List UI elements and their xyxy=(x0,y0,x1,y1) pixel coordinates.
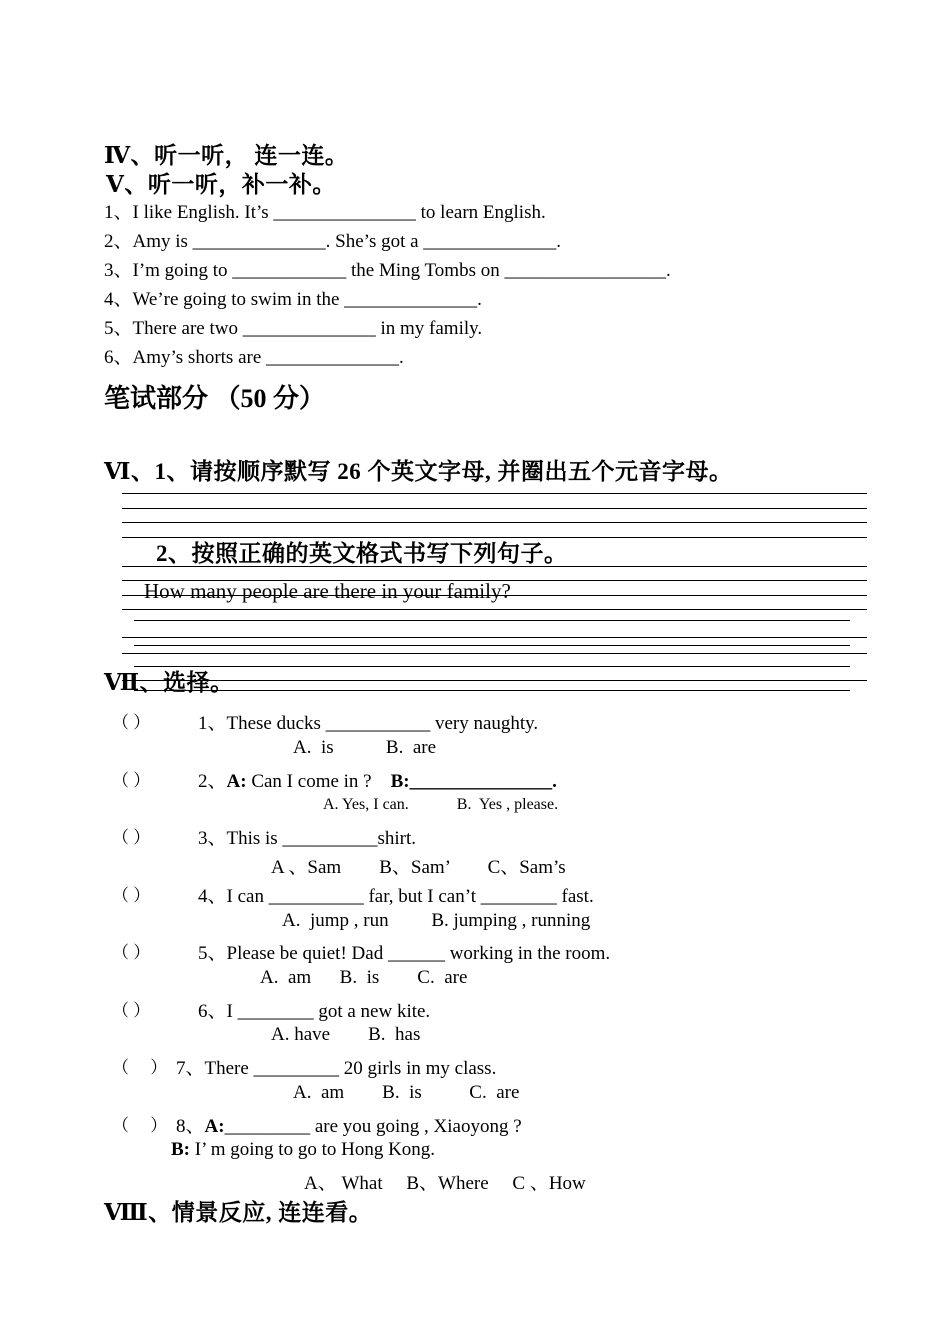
sentence-to-copy: How many people are there in your family? xyxy=(144,579,511,603)
question-8-number: 8、 xyxy=(176,1116,205,1137)
listen-item-4: 4、We’re going to swim in the ______________. xyxy=(104,289,482,310)
question-7-options: A. am B. is C. are xyxy=(293,1082,520,1103)
question-1-stem: 1、These ducks ___________ very naughty. xyxy=(198,713,539,734)
question-8-a-label: A: xyxy=(204,1116,225,1137)
question-8-options: A、 What B、Where C 、How xyxy=(304,1173,586,1194)
question-3-options: A 、Sam B、Sam’ C、Sam’s xyxy=(271,857,566,878)
section-8-heading: Ⅷ、情景反应, 连连看。 xyxy=(104,1200,373,1225)
question-4-options: A. jump , run B. jumping , running xyxy=(282,910,591,931)
question-3-stem: 3、This is __________shirt. xyxy=(198,828,416,849)
question-5-stem: 5、Please be quiet! Dad ______ working in the room. xyxy=(198,943,611,964)
section-6-question-1: Ⅵ、1、请按顺序默写 26 个英文字母, 并圈出五个元音字母。 xyxy=(104,459,733,484)
answer-blank-4[interactable]: （ ） xyxy=(112,886,151,905)
question-4-stem: 4、I can __________ far, but I can’t ________ fast. xyxy=(198,886,594,907)
question-2-a-text: Can I come in ? xyxy=(246,771,391,792)
question-6-stem: 6、I ________ got a new kite. xyxy=(198,1001,431,1022)
listen-item-5: 5、There are two ______________ in my family. xyxy=(104,318,483,339)
answer-blank-2[interactable]: （ ） xyxy=(112,771,151,790)
listen-item-6: 6、Amy’s shorts are ______________. xyxy=(104,347,404,368)
section-5-heading: Ⅴ、听一听，补一补。 xyxy=(106,172,336,197)
question-2-options: A. Yes, I can. B. Yes , please. xyxy=(323,796,559,813)
question-2-b-label: B:_______________. xyxy=(390,771,557,792)
question-7-stem: 7、There _________ 20 girls in my class. xyxy=(176,1058,497,1079)
question-8-stem xyxy=(176,1111,522,1138)
question-8-a-text: _________ are you going , Xiaoyong ? xyxy=(224,1116,522,1137)
section-7-heading: Ⅶ、选择。 xyxy=(104,670,234,695)
section-6-question-2: 2、按照正确的英文格式书写下列句子。 xyxy=(156,541,568,566)
question-1-options: A. is B. are xyxy=(293,737,437,758)
question-8-b-text: I’ m going to go to Hong Kong. xyxy=(190,1139,436,1160)
question-6-options: A. have B. has xyxy=(271,1024,421,1045)
listen-item-3: 3、I’m going to ____________ the Ming Tombs on _________________. xyxy=(104,260,671,281)
answer-blank-7[interactable]: （ ） xyxy=(112,1058,168,1077)
question-2-number: 2、 xyxy=(198,771,227,792)
answer-blank-5[interactable]: （ ） xyxy=(112,943,151,962)
answer-blank-6[interactable]: （ ） xyxy=(112,1001,151,1020)
question-5-options: A. am B. is C. are xyxy=(260,967,468,988)
question-8-b-line xyxy=(171,1139,435,1161)
question-2-stem xyxy=(198,766,557,793)
written-part-title: 笔试部分 （50 分） xyxy=(104,384,326,413)
listen-item-1: 1、I like English. It’s _______________ to learn English. xyxy=(104,202,546,223)
question-8-b-label: B: xyxy=(171,1139,190,1160)
answer-blank-3[interactable]: （ ） xyxy=(112,828,151,847)
question-2-a-label: A: xyxy=(226,771,247,792)
section-4-heading: Ⅳ、听一听， 连一连。 xyxy=(104,143,349,168)
answer-blank-8[interactable]: （ ） xyxy=(112,1116,168,1135)
answer-blank-1[interactable]: （ ） xyxy=(112,713,151,732)
listen-item-2: 2、Amy is ______________. She’s got a ______________. xyxy=(104,231,562,252)
